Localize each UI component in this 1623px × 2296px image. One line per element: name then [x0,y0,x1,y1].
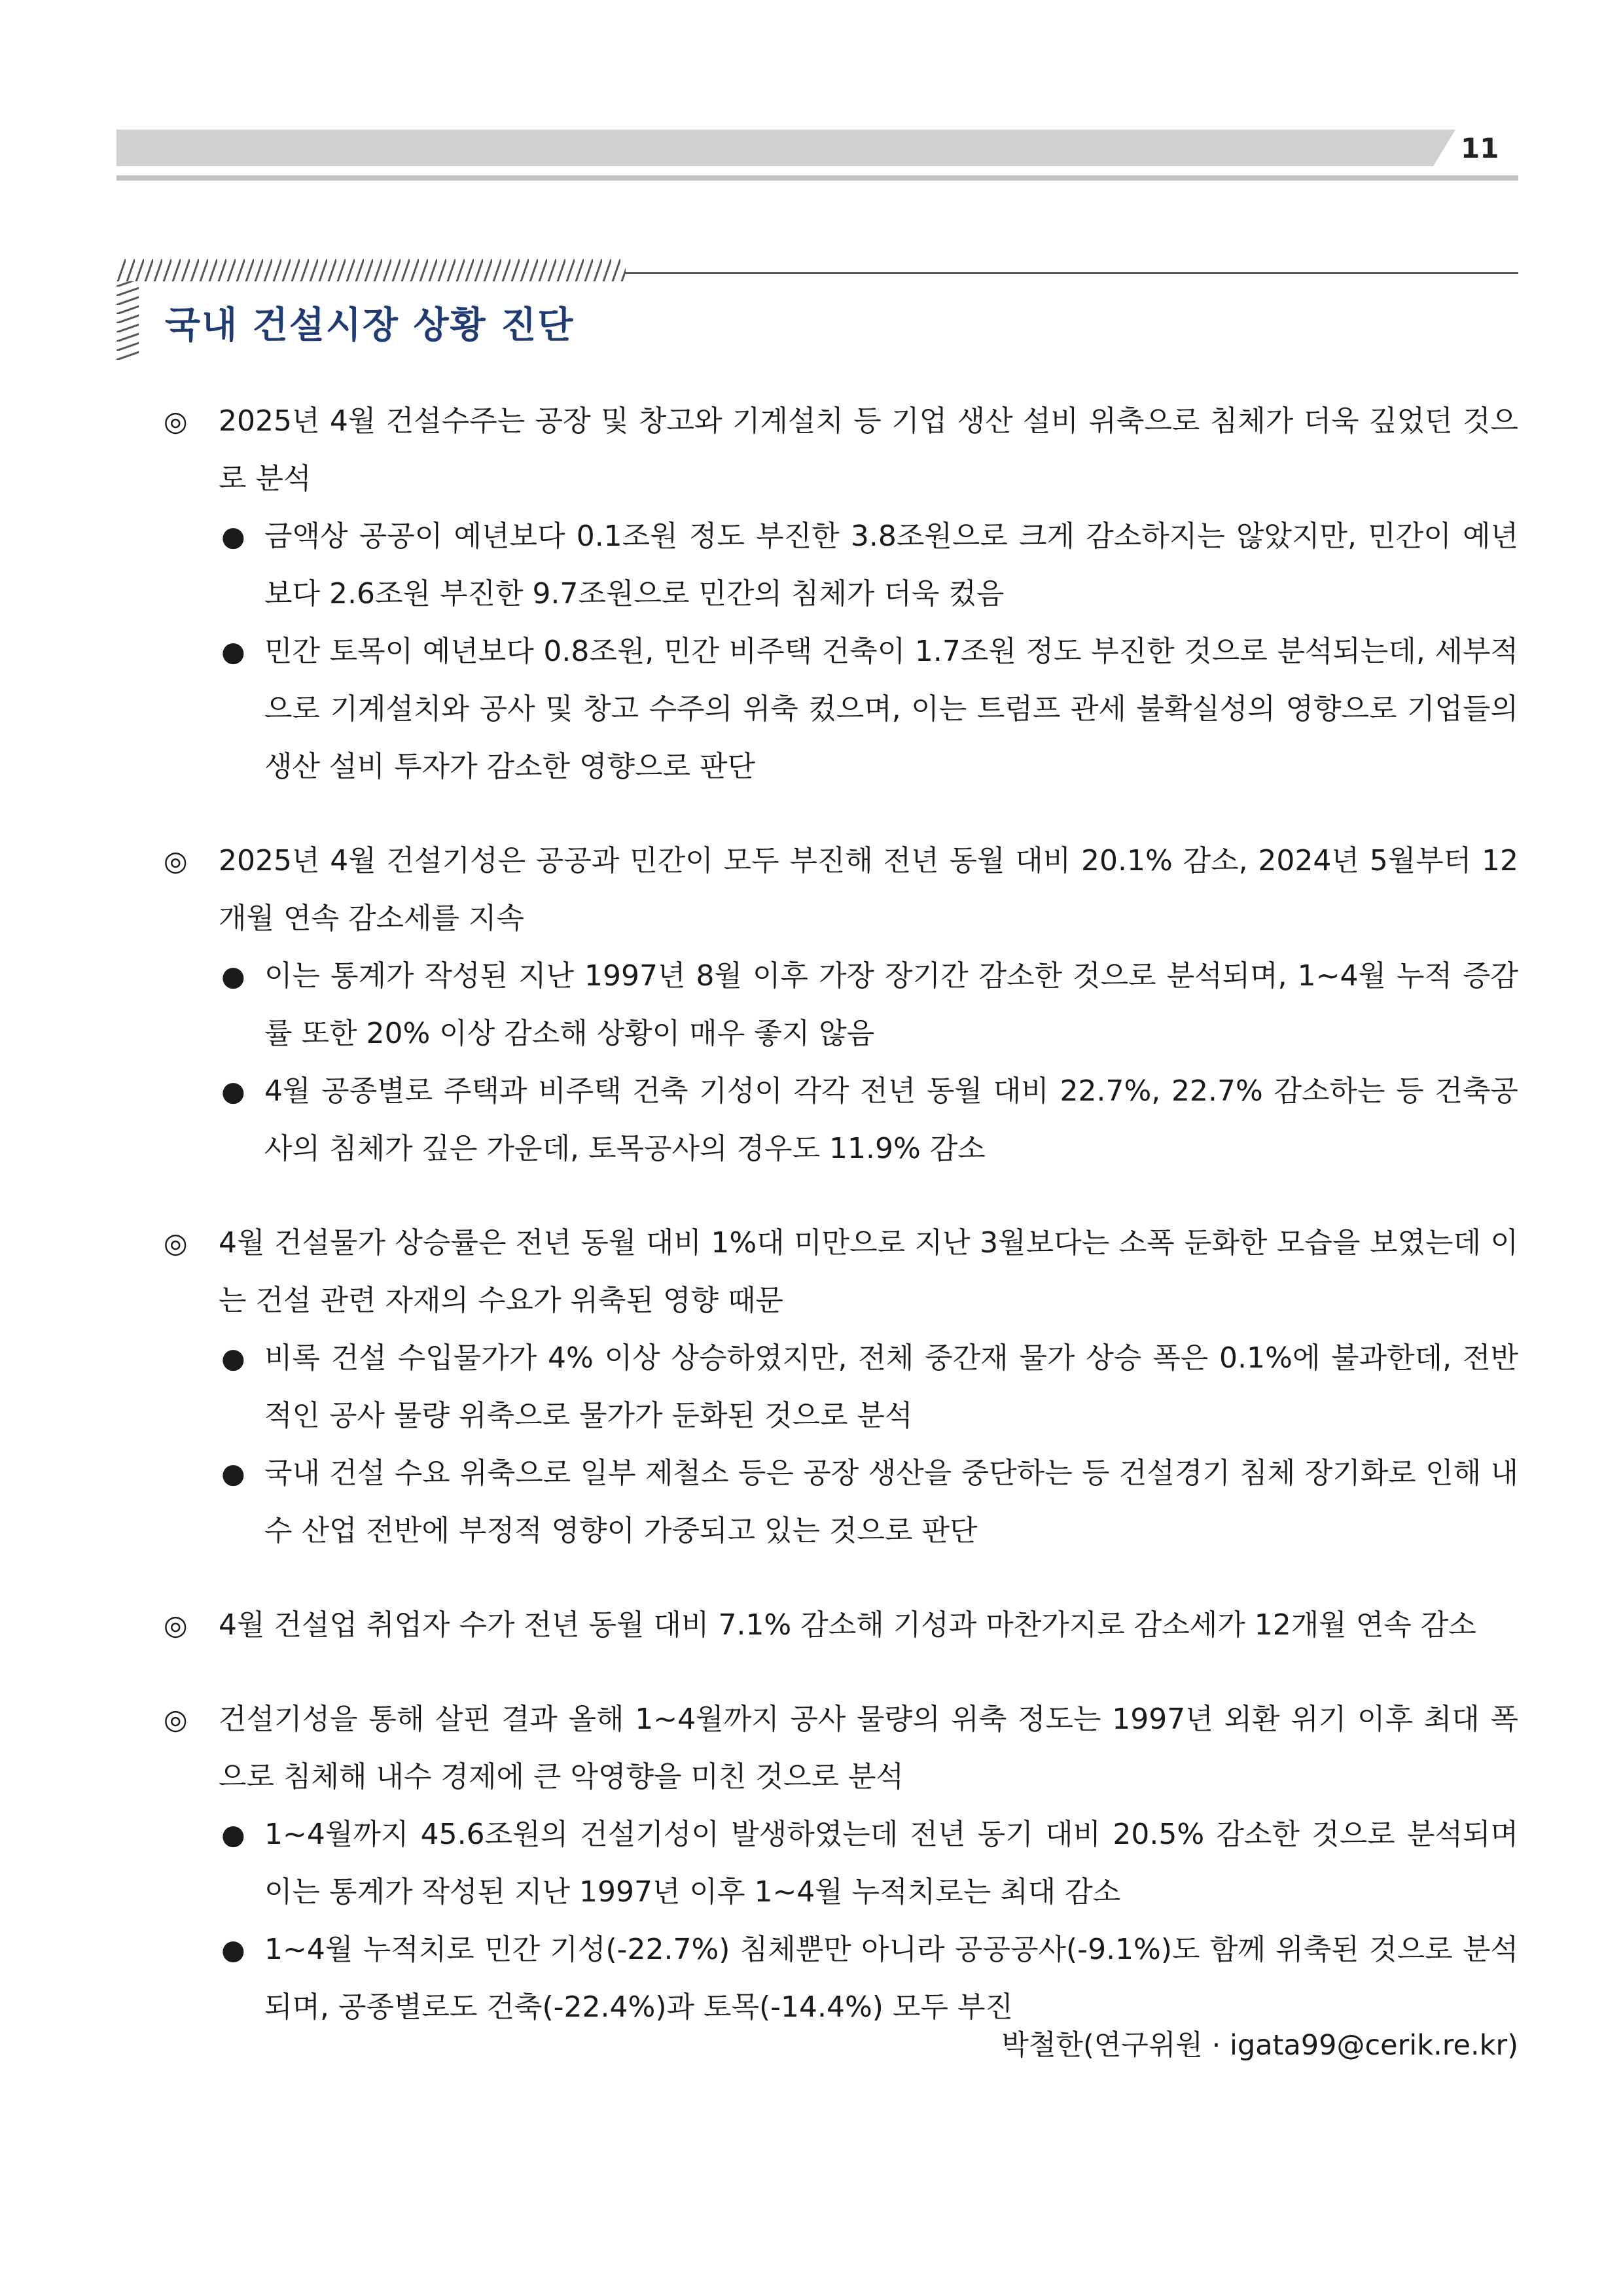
dot-bullet-icon: ● [221,520,245,552]
main-item [164,1691,1518,2036]
dot-bullet-icon: ● [221,1457,245,1489]
dot-bullet-icon: ● [221,1934,245,1966]
main-item [164,1597,1518,1654]
sub-text: 국내 건설 수요 위축으로 일부 제철소 등은 공장 생산을 중단하는 등 건설경기 침체 장기화로 인해 내수 산업 전반에 부정적 영향이 가중되고 있는 것으로 판단 [264,1457,1518,1547]
main-text: 4월 건설업 취업자 수가 전년 동월 대비 7.1% 감소해 기성과 마찬가지로 감소세가 12개월 연속 감소 [219,1608,1476,1642]
dot-bullet-icon: ● [221,960,245,992]
dot-bullet-icon: ● [221,635,245,667]
sub-paragraph [164,1063,1518,1178]
main-paragraph [164,393,1518,508]
double-circle-bullet-icon: ◎ [164,1227,188,1259]
double-circle-bullet-icon: ◎ [164,1703,188,1735]
main-text: 2025년 4월 건설수주는 공장 및 창고와 기계설치 등 기업 생산 설비 위축으로 침체가 더욱 깊었던 것으로 분석 [219,404,1518,495]
page-number: 11 [1461,132,1499,164]
main-paragraph [164,1691,1518,1806]
sub-paragraph [164,623,1518,796]
header-band-corner [1433,130,1455,166]
header-band [116,130,1433,166]
main-text: 건설기성을 통해 살핀 결과 올해 1~4월까지 공사 물량의 위축 정도는 1997년 외환 위기 이후 최대 폭으로 침체해 내수 경제에 큰 악영향을 미친 것으로 분석 [219,1703,1518,1793]
double-circle-bullet-icon: ◎ [164,1609,188,1641]
main-paragraph [164,832,1518,947]
sub-paragraph [164,1806,1518,1921]
main-paragraph [164,1214,1518,1330]
main-item [164,832,1518,1178]
sub-paragraph [164,1445,1518,1560]
sub-text: 4월 공종별로 주택과 비주택 건축 기성이 각각 전년 동월 대비 22.7%, 22.7% 감소하는 등 건축공사의 침체가 깊은 가운데, 토목공사의 경우도 11.9% 감소 [264,1074,1518,1165]
sub-paragraph [164,1330,1518,1445]
author-credit: 박철한(연구위원 · igata99@cerik.re.kr) [1001,2029,1518,2062]
sub-text: 금액상 공공이 예년보다 0.1조원 정도 부진한 3.8조원으로 크게 감소하지는 않았지만, 민간이 예년보다 2.6조원 부진한 9.7조원으로 민간의 침체가 더욱 컸음 [264,520,1518,610]
section-title: 국내 건설시장 상황 진단 [165,304,575,347]
sub-text: 이는 통계가 작성된 지난 1997년 8월 이후 가장 장기간 감소한 것으로 분석되며, 1~4월 누적 증감률 또한 20% 이상 감소해 상황이 매우 좋지 않음 [264,959,1518,1050]
main-paragraph [164,1597,1518,1654]
header-rule [116,175,1518,181]
sub-paragraph [164,508,1518,623]
sub-text: 1~4월까지 45.6조원의 건설기성이 발생하였는데 전년 동기 대비 20.5% 감소한 것으로 분석되며 이는 통계가 작성된 지난 1997년 이후 1~4월 누적치로는 최대 감소 [264,1818,1518,1909]
section-title-rule [626,272,1518,274]
dot-bullet-icon: ● [221,1818,245,1850]
main-text: 2025년 4월 건설기성은 공공과 민간이 모두 부진해 전년 동월 대비 20.1% 감소, 2024년 5월부터 12개월 연속 감소세를 지속 [219,844,1518,935]
sub-text: 비록 건설 수입물가가 4% 이상 상승하였지만, 전체 중간재 물가 상승 폭은 0.1%에 불과한데, 전반적인 공사 물량 위축으로 물가가 둔화된 것으로 분석 [264,1341,1518,1432]
dot-bullet-icon: ● [221,1075,245,1107]
content-list [164,393,1518,2036]
sub-text: 민간 토목이 예년보다 0.8조원, 민간 비주택 건축이 1.7조원 정도 부진한 것으로 분석되는데, 세부적으로 기계설치와 공사 및 창고 수주의 위축 컸으며, 이는 트럼프 관세 불확실성의 영향으로 기업들의 생산 설비 투자가 감소한 영향으로 판단 [264,635,1518,783]
sub-text: 1~4월 누적치로 민간 기성(-22.7%) 침체뿐만 아니라 공공공사(-9.1%)도 함께 위축된 것으로 분석되며, 공종별로도 건축(-22.4%)과 토목(-14.4%) 모두 부진 [264,1933,1518,2024]
main-item [164,1214,1518,1560]
double-circle-bullet-icon: ◎ [164,405,188,437]
dot-bullet-icon: ● [221,1342,245,1374]
sub-paragraph [164,947,1518,1063]
main-item [164,393,1518,796]
double-circle-bullet-icon: ◎ [164,845,188,877]
main-text: 4월 건설물가 상승률은 전년 동월 대비 1%대 미만으로 지난 3월보다는 소폭 둔화한 모습을 보였는데 이는 건설 관련 자재의 수요가 위축된 영향 때문 [219,1226,1518,1317]
